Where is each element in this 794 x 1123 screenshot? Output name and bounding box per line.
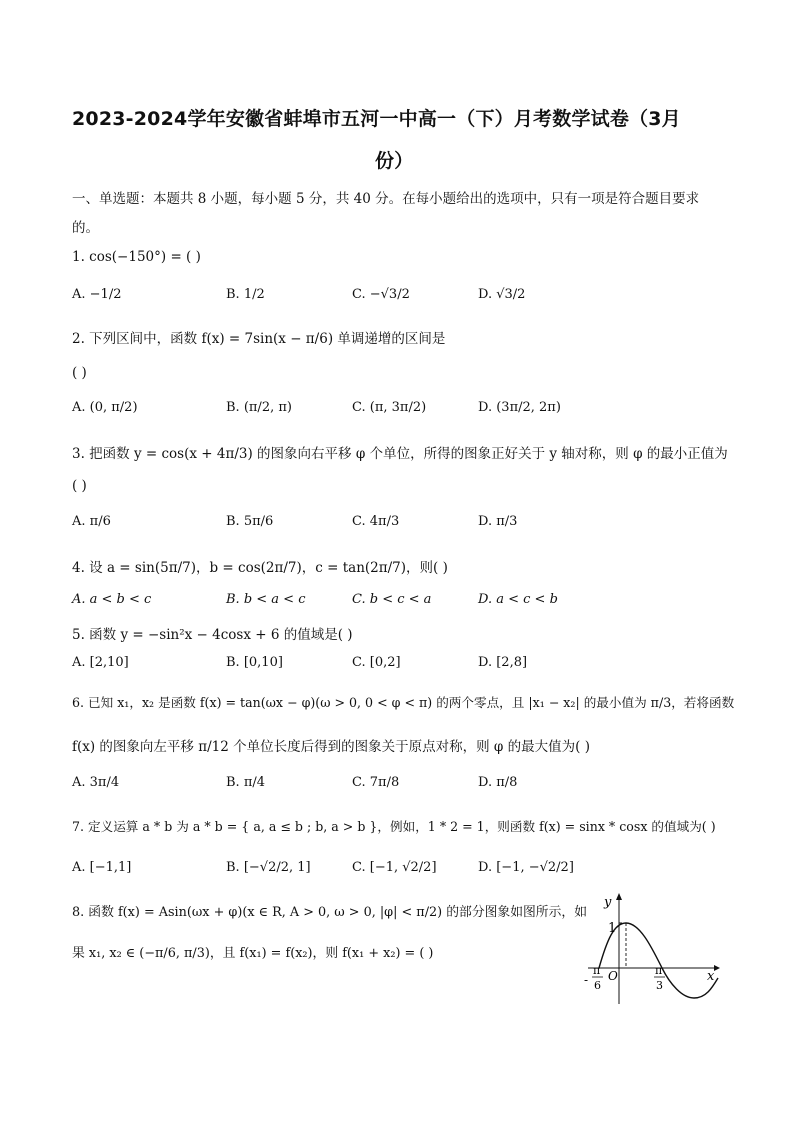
q5-option-b: B. [0,10] xyxy=(226,655,283,670)
title-line1: 2023-2024学年安徽省蚌埠市五河一中高一（下）月考数学试卷（3月 xyxy=(72,108,681,130)
q2-option-b: B. (π/2, π) xyxy=(226,400,292,415)
q2-option-c: C. (π, 3π/2) xyxy=(352,400,427,415)
q5-option-a: A. [2,10] xyxy=(72,655,129,670)
left-zero-numerator: π xyxy=(593,964,601,977)
x-axis-label: x xyxy=(707,969,715,984)
title-line2: 份） xyxy=(375,150,414,172)
q5-option-d: D. [2,8] xyxy=(478,655,528,670)
peak-value-label: 1 xyxy=(608,921,617,936)
q1-option-a: A. −1/2 xyxy=(72,287,122,302)
question-2-stem: 2. 下列区间中，函数 f(x) = 7sin(x − π/6) 单调递增的区间是 xyxy=(72,331,446,347)
right-zero-numerator: π xyxy=(655,964,663,977)
question-3-stem: 3. 把函数 y = cos(x + 4π/3) 的图象向右平移 φ 个单位，所得的图象正好关于 y 轴对称，则 φ 的最小正值为 xyxy=(72,446,728,462)
question-8-stem-cont: 果 x₁, x₂ ∈ (−π/6, π/3)，且 f(x₁) = f(x₂)，则 f(x₁ + x₂) = ( ) xyxy=(72,946,434,961)
question-7-stem: 7. 定义运算 a * b 为 a * b = { a, a ≤ b ; b, a > b }，例如，1 * 2 = 1，则函数 f(x) = sinx * cosx 的值域为( ) xyxy=(72,819,716,834)
q3-option-c: C. 4π/3 xyxy=(352,514,400,529)
q1-option-d: D. √3/2 xyxy=(478,287,526,302)
q1-option-b: B. 1/2 xyxy=(226,287,265,302)
q4-option-c: C. b < c < a xyxy=(352,592,432,607)
q4-option-d: D. a < c < b xyxy=(478,592,558,607)
q6-option-b: B. π/4 xyxy=(226,775,266,790)
q4-option-a: A. a < b < c xyxy=(72,592,152,607)
section-header-cont: 的。 xyxy=(72,220,99,236)
question-5-stem: 5. 函数 y = −sin²x − 4cosx + 6 的值域是( ) xyxy=(72,627,353,643)
left-zero-minus: - xyxy=(584,973,589,987)
x-axis-arrow xyxy=(714,965,720,971)
q7-option-c: C. [−1, √2/2] xyxy=(352,860,437,875)
q5-option-c: C. [0,2] xyxy=(352,655,401,670)
q7-option-a: A. [−1,1] xyxy=(72,860,132,875)
q2-option-a: A. (0, π/2) xyxy=(72,400,138,415)
q6-option-c: C. 7π/8 xyxy=(352,775,400,790)
y-axis-arrow xyxy=(616,893,622,900)
left-zero-denominator: 6 xyxy=(594,979,601,992)
question-8-stem: 8. 函数 f(x) = Asin(ωx + φ)(x ∈ R, A > 0, ω > 0, |φ| < π/2) 的部分图象如图所示，如 xyxy=(72,905,587,920)
origin-label: O xyxy=(608,969,618,983)
q3-option-a: A. π/6 xyxy=(72,514,111,529)
question-6-stem-cont: f(x) 的图象向左平移 π/12 个单位长度后得到的图象关于原点对称，则 φ 的最大值为( ) xyxy=(72,739,590,755)
q2-option-d: D. (3π/2, 2π) xyxy=(478,400,561,415)
question-3-stem-cont: ( ) xyxy=(72,478,87,494)
q3-option-d: D. π/3 xyxy=(478,514,518,529)
question-4-stem: 4. 设 a = sin(5π/7)，b = cos(2π/7)，c = tan(2π/7)，则( ) xyxy=(72,560,448,576)
q3-option-b: B. 5π/6 xyxy=(226,514,274,529)
q1-option-c: C. −√3/2 xyxy=(352,287,410,302)
question-6-stem: 6. 已知 x₁，x₂ 是函数 f(x) = tan(ωx − φ)(ω > 0, 0 < φ < π) 的两个零点，且 |x₁ − x₂| 的最小值为 π/3，若将函数 xyxy=(72,695,735,710)
q6-option-d: D. π/8 xyxy=(478,775,518,790)
question-2-stem-cont: ( ) xyxy=(72,365,87,381)
right-zero-denominator: 3 xyxy=(656,979,663,992)
y-axis-label: y xyxy=(604,895,612,910)
q7-option-b: B. [−√2/2, 1] xyxy=(226,860,311,875)
section-header: 一、单选题：本题共 8 小题，每小题 5 分，共 40 分。在每小题给出的选项中，只有一项是符合题目要求 xyxy=(72,191,700,207)
q4-option-b: B. b < a < c xyxy=(226,592,306,607)
question-1-stem: 1. cos(−150°) = ( ) xyxy=(72,249,201,265)
q7-option-d: D. [−1, −√2/2] xyxy=(478,860,574,875)
sine-graph-figure xyxy=(582,888,722,1010)
q6-option-a: A. 3π/4 xyxy=(72,775,120,790)
